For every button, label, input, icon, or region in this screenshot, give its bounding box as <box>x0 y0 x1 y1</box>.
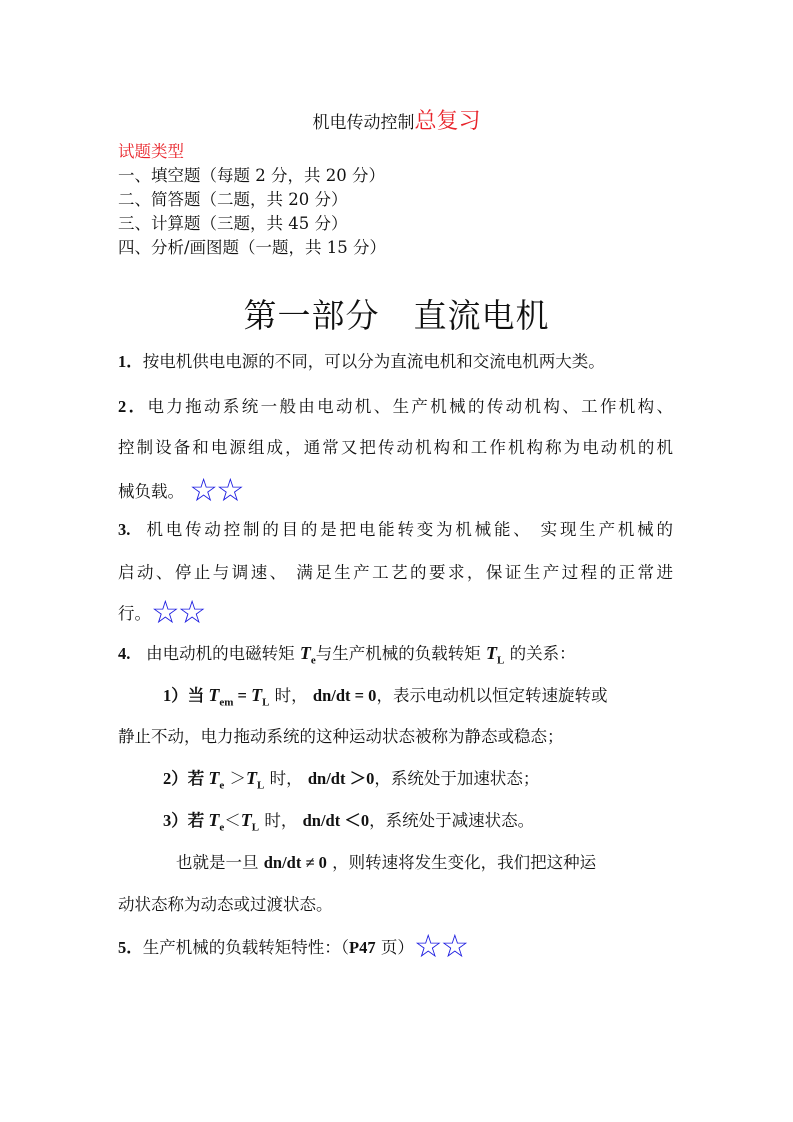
item-text: 械负载。 <box>118 482 184 501</box>
title-text: 机电传动控制 <box>312 113 415 133</box>
item-3-line <box>118 518 673 542</box>
item-text: 由电动机的电磁转矩 <box>146 644 300 663</box>
item-5 <box>118 927 468 965</box>
title-highlight: 总复习 <box>414 109 481 134</box>
case-label: 3）若 <box>163 811 209 830</box>
item-number: 3. <box>118 520 131 539</box>
exam-type-item: 四、分析/画图题（一题，共 15 分） <box>118 238 387 257</box>
item-text: ，系统处于减速状态。 <box>369 811 535 830</box>
star-icon: ☆☆ <box>413 927 468 965</box>
condition: dn/dt ＜0 <box>302 811 370 830</box>
item-number: 2． <box>118 397 148 416</box>
item-text: 机电传动控制的目的是把电能转变为机械能、 实现生产机械的 <box>146 520 673 539</box>
item-text: 时， <box>264 769 308 788</box>
case-label: 1）当 <box>163 686 209 705</box>
item-3-line <box>118 593 205 631</box>
item-text: 页） <box>375 938 414 957</box>
item-4-summary <box>176 851 596 875</box>
condition: dn/dt ＞0 <box>307 769 375 788</box>
item-4-case-1-cont: 静止不动，电力拖动系统的这种运动状态被称为静态或稳态； <box>118 727 564 746</box>
item-3-line: 启动、停止与调速、 满足生产工艺的要求，保证生产过程的正常进 <box>118 563 673 582</box>
exam-types-heading: 试题类型 <box>118 142 184 161</box>
item-number: 4. <box>118 644 131 663</box>
item-text: 的关系： <box>509 644 576 663</box>
item-text: 时， <box>259 811 303 830</box>
item-2-line <box>118 471 243 509</box>
document-title <box>0 104 793 135</box>
star-icon: ☆☆ <box>189 471 243 509</box>
item-text: 时， <box>269 686 313 705</box>
item-text: 与生产机械的负载转矩 <box>315 644 487 663</box>
item-4-intro: 4. 由电动机的电磁转矩 $T_e$与生产机械的负载转矩 $T_L$ 的关系： <box>118 643 576 667</box>
item-text: 按电机供电电源的不同，可以分为直流电机和交流电机两大类。 <box>142 352 605 371</box>
page-reference: P47 <box>349 938 376 957</box>
condition: dn/dt = 0 <box>312 686 377 705</box>
item-number: 1． <box>118 352 143 371</box>
exam-type-item: 三、计算题（三题，共 45 分） <box>118 214 348 233</box>
item-text: 也就是一旦 <box>176 853 264 872</box>
item-text: ，表示电动机以恒定转速旋转或 <box>376 686 608 705</box>
item-4-case-2: 2）若 $T_e >T_L$ 时， dn/dt ＞0，系统处于加速状态； <box>163 768 540 792</box>
item-4-case-1: 1）当 $T_{em} = T_L$ 时， dn/dt = 0，表示电动机以恒定转速旋转或 <box>163 685 608 709</box>
section-heading: 第一部分 直流电机 <box>243 296 550 335</box>
item-text: 生产机械的负载转矩特性：（ <box>142 938 349 957</box>
exam-type-item: 二、简答题（二题，共 20 分） <box>118 190 348 209</box>
item-text: 行。 <box>118 604 151 623</box>
exam-type-item: 一、填空题（每题 2 分，共 20 分） <box>118 166 385 185</box>
item-1 <box>118 350 605 374</box>
item-text: ，则转速将发生变化，我们把这种运 <box>326 853 597 872</box>
item-4-summary-cont: 动状态称为动态或过渡状态。 <box>118 895 333 914</box>
item-2-line <box>118 395 673 419</box>
condition: dn/dt ≠ 0 <box>263 853 327 872</box>
item-text: 电力拖动系统一般由电动机、生产机械的传动机构、工作机构、 <box>147 397 674 416</box>
item-number: 5． <box>118 938 143 957</box>
item-2-line: 控制设备和电源组成，通常又把传动机构和工作机构称为电动机的机 <box>118 438 673 457</box>
item-text: ，系统处于加速状态； <box>374 769 540 788</box>
item-4-case-3: 3）若 $T_e<T_L$ 时， dn/dt ＜0，系统处于减速状态。 <box>163 810 535 834</box>
case-label: 2）若 <box>163 769 209 788</box>
star-icon: ☆☆ <box>151 593 205 631</box>
